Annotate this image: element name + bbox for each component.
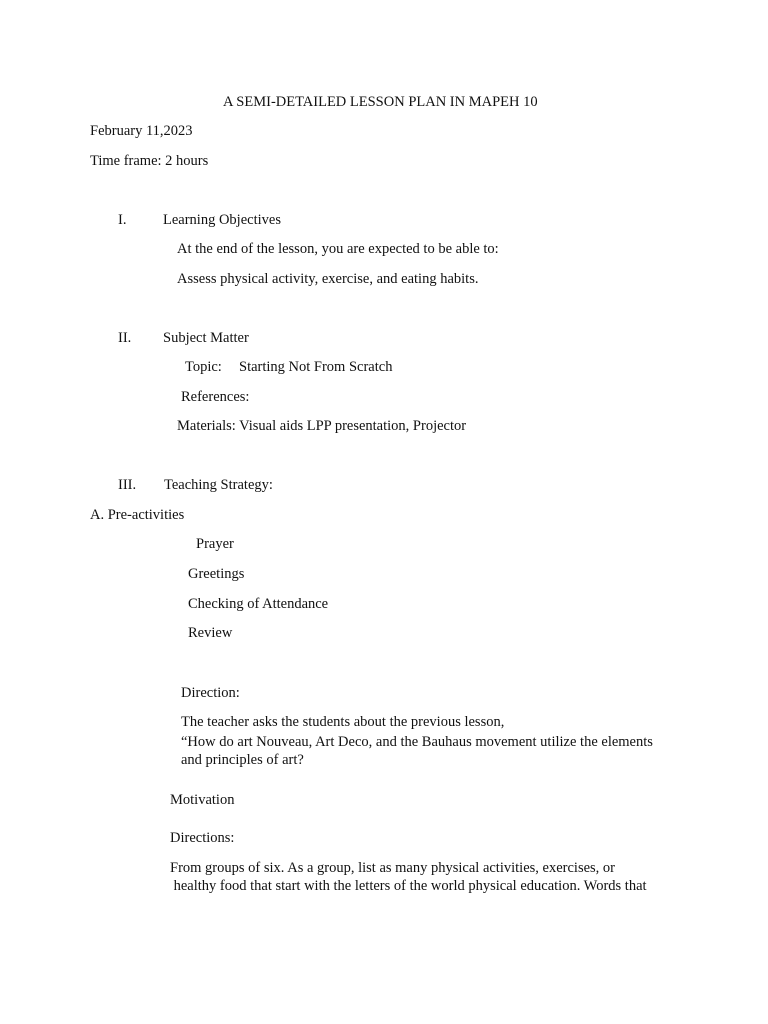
- direction-line: The teacher asks the students about the previous lesson,: [181, 714, 505, 730]
- direction-label: Direction:: [181, 685, 240, 701]
- materials: Materials: Visual aids LPP presentation, Projector: [177, 418, 467, 434]
- lesson-date: February 11,2023: [90, 123, 193, 139]
- topic-label: Topic:: [185, 359, 222, 375]
- time-frame: Time frame: 2 hours: [90, 153, 209, 169]
- section-1-numeral: I.: [118, 212, 127, 228]
- pre-activity-item: Checking of Attendance: [188, 596, 329, 612]
- direction-line: and principles of art?: [181, 752, 304, 768]
- references: References:: [181, 389, 250, 405]
- pre-activity-item: Greetings: [188, 566, 245, 582]
- document-title: A SEMI-DETAILED LESSON PLAN IN MAPEH 10: [223, 94, 538, 110]
- motivation-line: healthy food that start with the letters of the world physical education. Words that: [170, 878, 647, 894]
- pre-activities-label: A. Pre-activities: [90, 507, 185, 523]
- motivation-label: Motivation: [170, 792, 235, 808]
- section-3-heading: Teaching Strategy:: [164, 477, 273, 493]
- section-2-numeral: II.: [118, 330, 132, 346]
- objective-item: Assess physical activity, exercise, and eating habits.: [177, 271, 479, 287]
- direction-line: “How do art Nouveau, Art Deco, and the Bauhaus movement utilize the elements: [181, 734, 653, 750]
- motivation-line: From groups of six. As a group, list as many physical activities, exercises, or: [170, 860, 615, 876]
- objective-intro: At the end of the lesson, you are expected to be able to:: [177, 241, 499, 257]
- section-2-heading: Subject Matter: [163, 330, 249, 346]
- motivation-directions-label: Directions:: [170, 830, 235, 846]
- section-1-heading: Learning Objectives: [163, 212, 281, 228]
- topic-value: Starting Not From Scratch: [239, 359, 393, 375]
- pre-activity-item: Review: [188, 625, 233, 641]
- pre-activity-item: Prayer: [196, 536, 234, 552]
- section-3-numeral: III.: [118, 477, 137, 493]
